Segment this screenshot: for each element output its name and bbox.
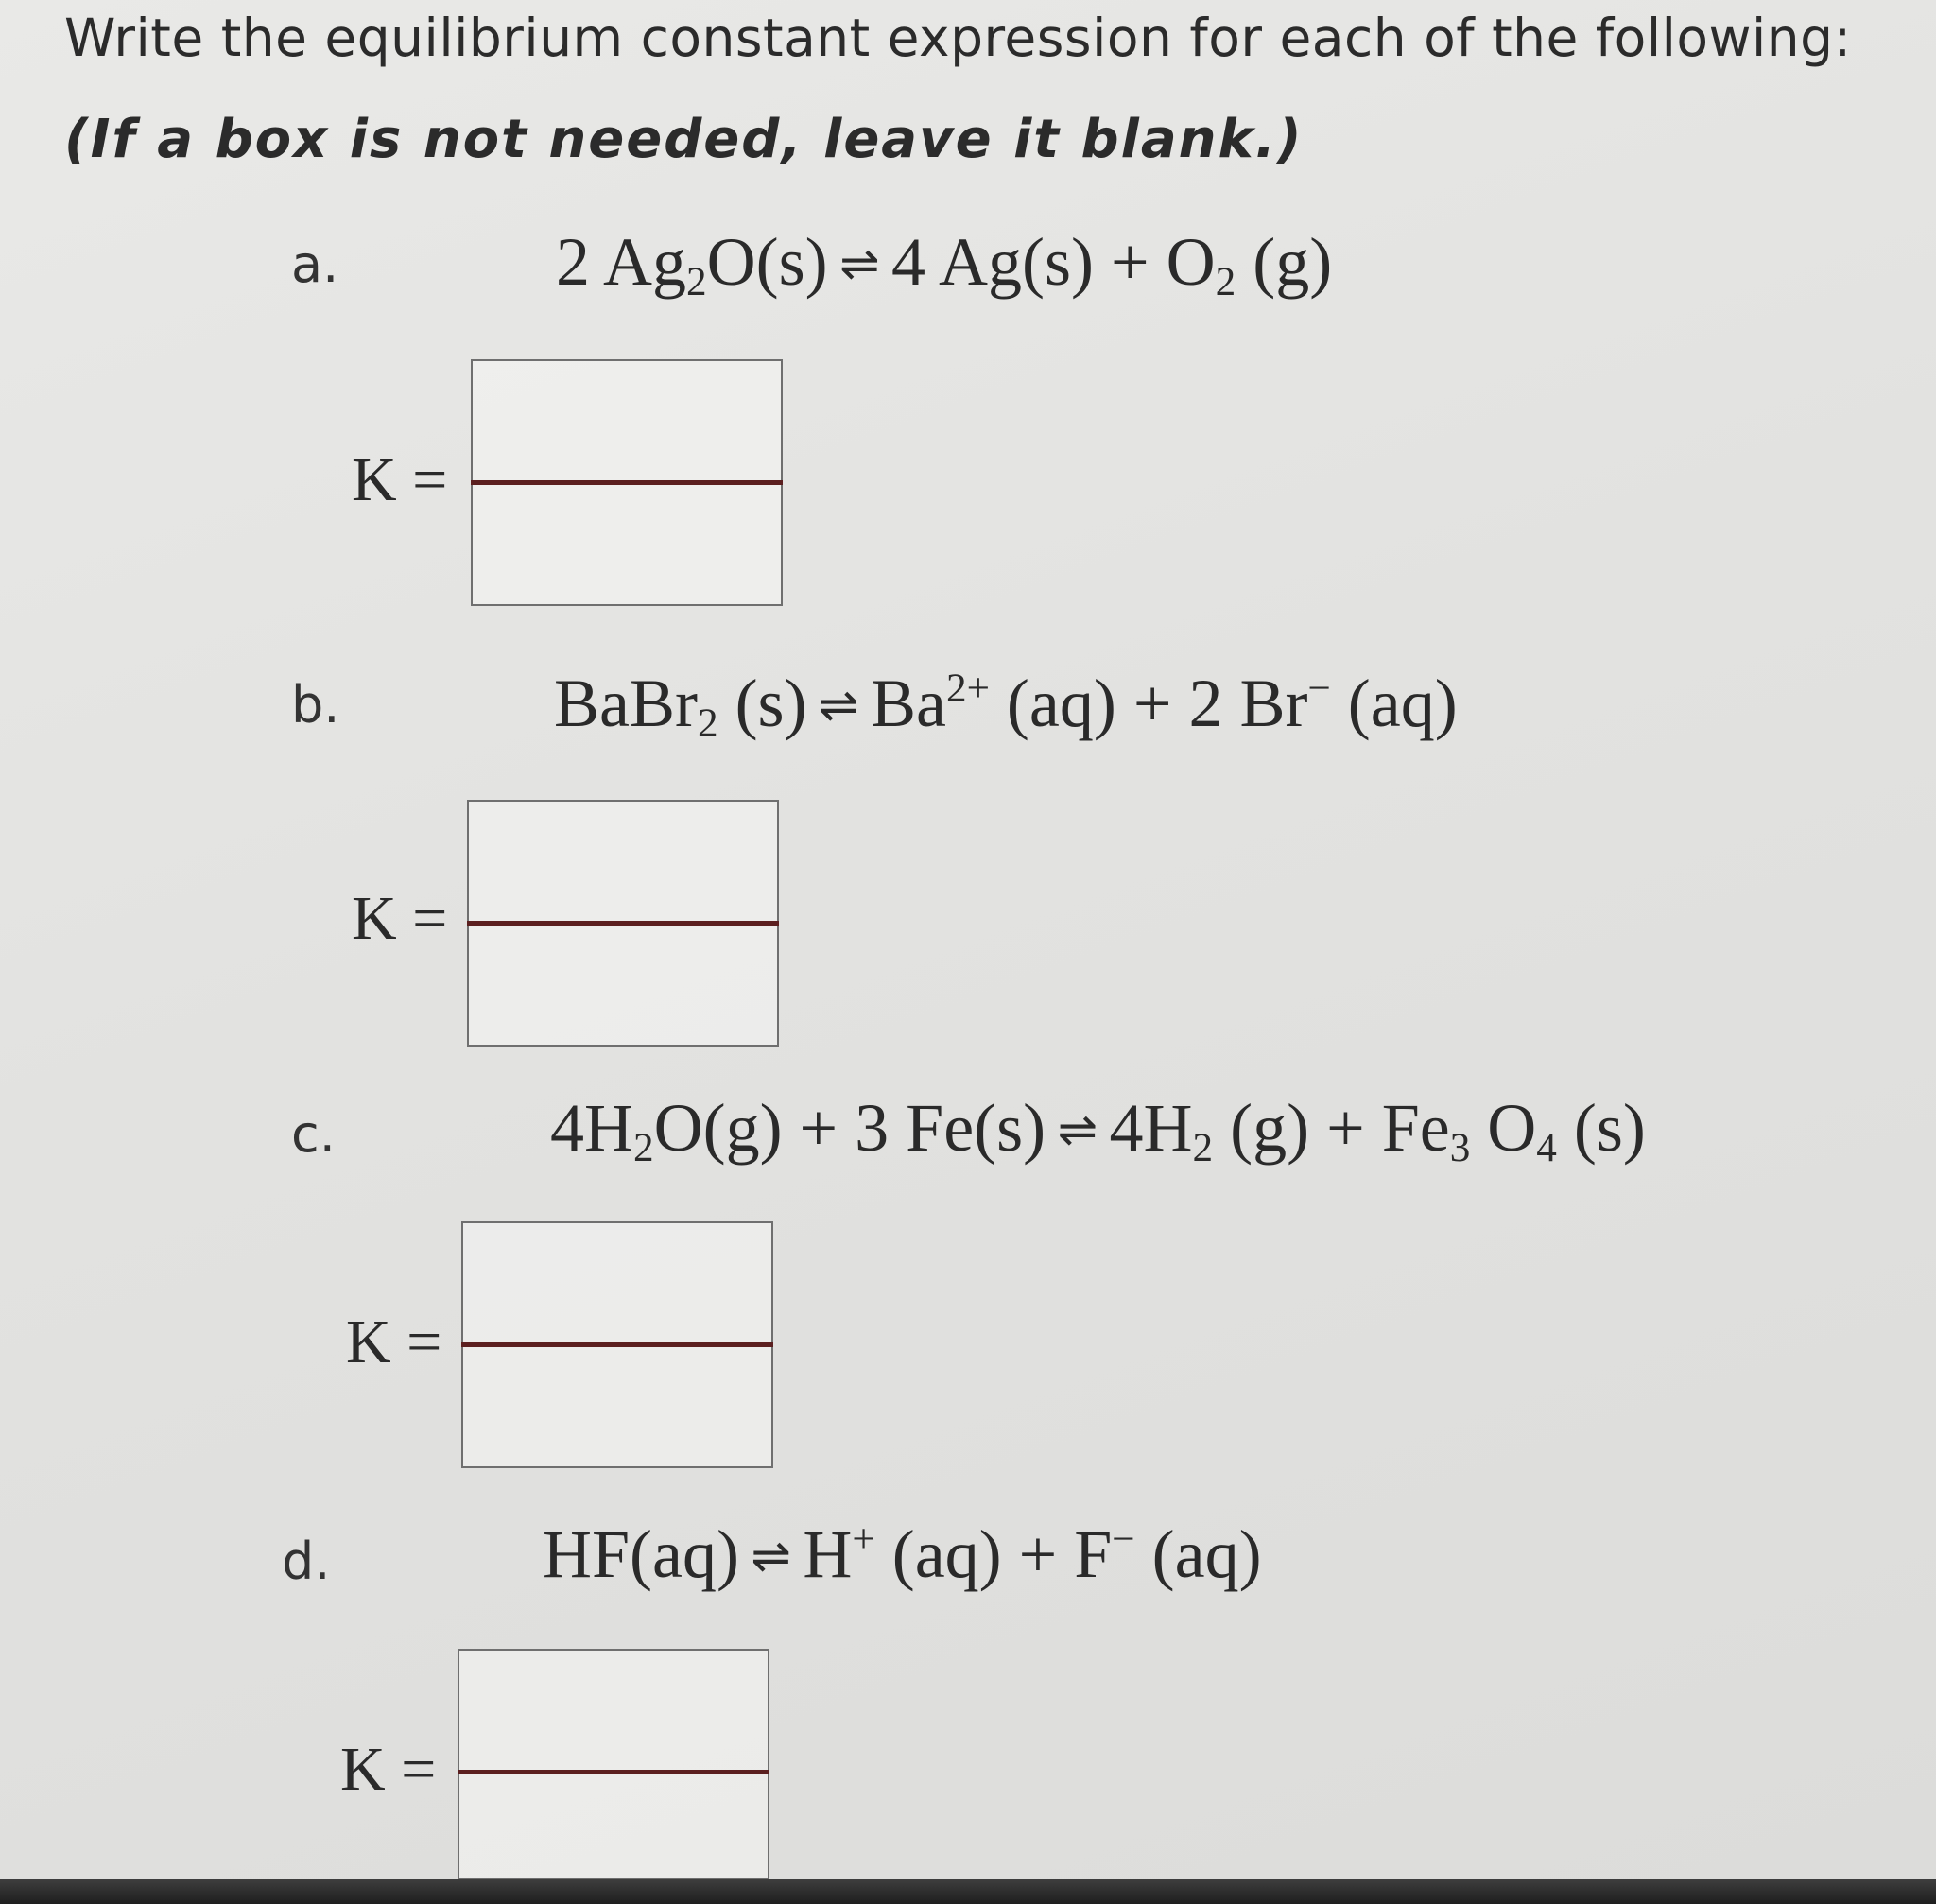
equilibrium-arrow-icon: ⇌ [751, 1527, 791, 1584]
k-fraction-b [467, 800, 779, 1047]
part-letter-a: a. [291, 234, 339, 294]
numerator-input-d[interactable] [458, 1649, 769, 1770]
equation-c: $4H_2O(g) + 3$ Fe(s) ⇌ $4H_2$ $(g) + Fe_3$ $O_4$ (s) [550, 1090, 1646, 1170]
k-label: K = [346, 1307, 442, 1376]
equation-a: 2 $Ag_2O(s)$ ⇌ 4 $Ag(s) + O_2$ (g) [556, 224, 1333, 304]
denominator-input-c[interactable] [461, 1347, 773, 1468]
part-letter-d: d. [282, 1532, 331, 1591]
screen-bezel [0, 1879, 1936, 1904]
numerator-input-c[interactable] [461, 1221, 773, 1342]
equation-b: BaBr$_2$ (s) ⇌ $Ba^{2+}$ (aq) + 2 Br− (aq) [554, 666, 1458, 746]
instruction-text: Write the equilibrium constant expression for each of the following: [64, 8, 1852, 68]
numerator-input-a[interactable] [471, 359, 783, 480]
k-fraction-c [461, 1221, 773, 1468]
equilibrium-arrow-icon: ⇌ [1057, 1100, 1098, 1157]
k-label: K = [340, 1735, 437, 1804]
part-letter-c: c. [291, 1104, 336, 1164]
denominator-input-a[interactable] [471, 485, 783, 606]
k-fraction-d [458, 1649, 769, 1880]
k-label: K = [352, 445, 448, 514]
numerator-input-b[interactable] [467, 800, 779, 921]
part-letter-b: b. [291, 675, 340, 735]
denominator-input-d[interactable] [458, 1774, 769, 1880]
equilibrium-arrow-icon: ⇌ [819, 676, 859, 733]
k-fraction-a [471, 359, 783, 606]
equilibrium-arrow-icon: ⇌ [839, 234, 880, 291]
k-label: K = [352, 884, 448, 953]
equation-d: HF(aq) ⇌ H+ (aq) + F− (aq) [543, 1516, 1262, 1592]
instruction-note: (If a box is not needed, leave it blank.) [64, 109, 1304, 170]
denominator-input-b[interactable] [467, 926, 779, 1047]
